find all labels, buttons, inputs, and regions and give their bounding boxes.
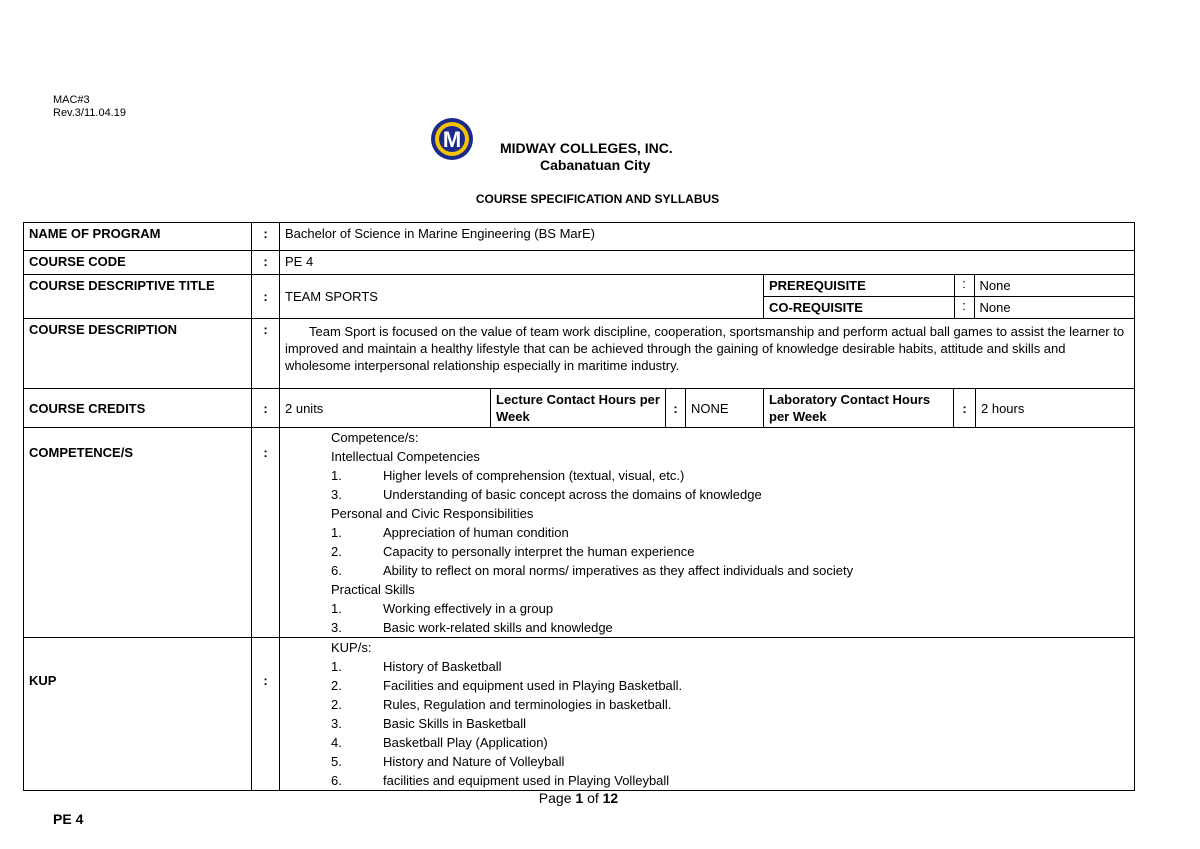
course-code-value: PE 4 <box>280 251 1135 275</box>
item-number: 1. <box>331 659 342 674</box>
school-logo-icon <box>430 117 474 161</box>
list-item <box>331 599 1129 618</box>
item-text: History of Basketball <box>383 659 502 674</box>
syllabus-table <box>23 222 1135 791</box>
kup-list <box>285 638 1129 790</box>
list-item <box>331 714 1129 733</box>
item-text: Higher levels of comprehension (textual, visual, etc.) <box>383 468 685 483</box>
colon: : <box>252 275 280 319</box>
item-number: 2. <box>331 678 342 693</box>
title-value: TEAM SPORTS <box>280 275 764 319</box>
lab-hours-label: Laboratory Contact Hours per Week <box>764 389 954 428</box>
competence-content <box>280 428 1135 638</box>
list-item <box>331 542 1129 561</box>
list-item <box>331 618 1129 637</box>
requisites-cell <box>764 275 1135 319</box>
kup-content <box>280 638 1135 791</box>
list-item <box>331 676 1129 695</box>
list-item <box>331 752 1129 771</box>
competence-row <box>24 428 1135 638</box>
requisites-table <box>764 275 1134 318</box>
item-number: 6. <box>331 773 342 788</box>
school-name: MIDWAY COLLEGES, INC. <box>500 140 673 156</box>
program-label: NAME OF PROGRAM <box>24 223 252 251</box>
colon: : <box>252 251 280 275</box>
course-code-row <box>24 251 1135 275</box>
list-item <box>331 771 1129 790</box>
item-text: Basketball Play (Application) <box>383 735 548 750</box>
description-row <box>24 319 1135 389</box>
course-code-label: COURSE CODE <box>24 251 252 275</box>
list-item <box>331 733 1129 752</box>
page-total: 12 <box>602 790 619 806</box>
list-item <box>331 523 1129 542</box>
page-word: Page <box>538 790 572 806</box>
program-value: Bachelor of Science in Marine Engineering (BS MarE) <box>280 223 1135 251</box>
item-number: 3. <box>331 487 342 502</box>
document-code <box>53 94 126 120</box>
lecture-hours-label: Lecture Contact Hours per Week <box>491 389 666 428</box>
item-number: 3. <box>331 716 342 731</box>
competence-label: COMPETENCE/S <box>24 428 252 638</box>
credits-value: 2 units <box>280 389 491 428</box>
of-word: of <box>587 790 599 806</box>
title-row <box>24 275 1135 319</box>
colon: : <box>252 389 280 428</box>
description-value: Team Sport is focused on the value of team work discipline, cooperation, sportsmanship and perform actual ball games to assist the learner to improved and maintain a healthy lifestyle that can be achieved through the gaining of knowledge desirable habits, attitude and skills and wholesome interpersonal relationship especially in maritime industry. <box>280 319 1135 389</box>
list-item <box>331 466 1129 485</box>
colon: : <box>954 297 974 319</box>
corequisite-value: None <box>974 297 1134 319</box>
list-item <box>331 485 1129 504</box>
colon: : <box>252 319 280 389</box>
corequisite-label: CO-REQUISITE <box>764 297 954 319</box>
revision-text: Rev.3/11.04.19 <box>53 107 126 119</box>
title-label: COURSE DESCRIPTIVE TITLE <box>24 275 252 319</box>
item-number: 2. <box>331 697 342 712</box>
colon: : <box>954 389 976 428</box>
description-label: COURSE DESCRIPTION <box>24 319 252 389</box>
item-text: Rules, Regulation and terminologies in basketball. <box>383 697 672 712</box>
colon: : <box>954 275 974 297</box>
item-text: Basic Skills in Basketball <box>383 716 527 731</box>
item-number: 1. <box>331 468 342 483</box>
document-title: COURSE SPECIFICATION AND SYLLABUS <box>475 192 720 206</box>
item-text: Capacity to personally interpret the human experience <box>383 544 695 559</box>
competence-group-title: Personal and Civic Responsibilities <box>331 506 534 521</box>
item-text: Facilities and equipment used in Playing Basketball. <box>383 678 683 693</box>
prerequisite-label: PREREQUISITE <box>764 275 954 297</box>
footer-course-code: PE 4 <box>53 811 84 827</box>
item-number: 4. <box>331 735 342 750</box>
credits-label: COURSE CREDITS <box>24 389 252 428</box>
credits-row <box>24 389 1135 428</box>
colon: : <box>252 428 280 638</box>
item-number: 2. <box>331 544 342 559</box>
lab-hours-value: 2 hours <box>976 389 1135 428</box>
school-header <box>500 140 700 174</box>
lecture-hours-value: NONE <box>686 389 764 428</box>
kup-label: KUP <box>24 638 252 791</box>
page-current: 1 <box>575 790 584 806</box>
kup-row <box>24 638 1135 791</box>
item-text: Ability to reflect on moral norms/ imperatives as they affect individuals and society <box>383 563 854 578</box>
list-item <box>331 695 1129 714</box>
logo-letter: M <box>442 127 462 152</box>
competence-group-title: Practical Skills <box>331 582 415 597</box>
item-text: History and Nature of Volleyball <box>383 754 565 769</box>
colon: : <box>252 638 280 791</box>
colon: : <box>666 389 686 428</box>
item-text: Appreciation of human condition <box>383 525 569 540</box>
doc-code-text: MAC#3 <box>53 94 90 106</box>
item-text: Basic work-related skills and knowledge <box>383 620 613 635</box>
item-number: 5. <box>331 754 342 769</box>
competence-list <box>285 428 1129 637</box>
item-number: 3. <box>331 620 342 635</box>
list-item <box>331 561 1129 580</box>
program-row <box>24 223 1135 251</box>
item-text: facilities and equipment used in Playing Volleyball <box>383 773 670 788</box>
page-number <box>0 790 1157 806</box>
item-text: Working effectively in a group <box>383 601 554 616</box>
prerequisite-value: None <box>974 275 1134 297</box>
list-item <box>331 657 1129 676</box>
item-text: Understanding of basic concept across the domains of knowledge <box>383 487 762 502</box>
competence-heading: Competence/s: <box>331 430 419 445</box>
colon: : <box>252 223 280 251</box>
competence-group-title: Intellectual Competencies <box>331 449 480 464</box>
item-number: 1. <box>331 525 342 540</box>
item-number: 1. <box>331 601 342 616</box>
item-number: 6. <box>331 563 342 578</box>
school-city: Cabanatuan City <box>540 157 651 173</box>
kup-heading: KUP/s: <box>331 640 372 655</box>
